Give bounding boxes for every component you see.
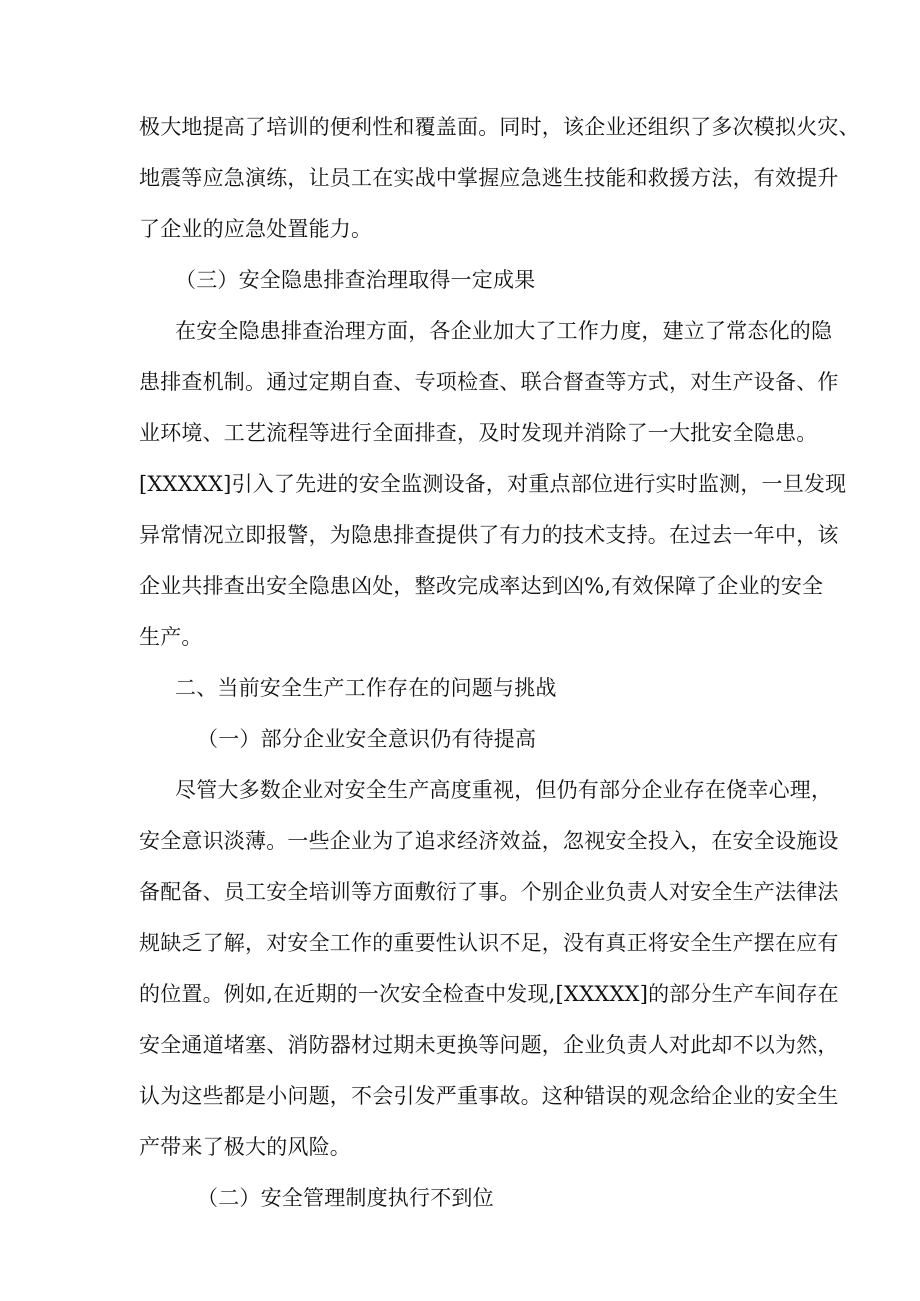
paragraph-line: [XXXXX]引入了先进的安全监测设备，对重点部位进行实时监测，一旦发现 <box>139 472 847 496</box>
paragraph-line: 产带来了极大的风险。 <box>139 1135 351 1159</box>
paragraph-line: 认为这些都是小问题，不会引发严重事故。这种错误的观念给企业的安全生 <box>139 1084 839 1108</box>
section-heading: （二）安全管理制度执行不到位 <box>197 1186 494 1210</box>
paragraph-line: 极大地提高了培训的便利性和覆盖面。同时，该企业还组织了多次模拟火灾、 <box>139 115 860 139</box>
section-heading: （一）部分企业安全意识仍有待提高 <box>197 727 537 751</box>
section-heading: （三）安全隐患排查治理取得一定成果 <box>175 268 536 292</box>
paragraph-line: 规缺乏了解，对安全工作的重要性认识不足，没有真正将安全生产摆在应有 <box>139 931 839 955</box>
paragraph-line: 尽管大多数企业对安全生产高度重视，但仍有部分企业存在侥幸心理， <box>175 778 833 802</box>
paragraph-line: 备配备、员工安全培训等方面敷衍了事。个别企业负责人对安全生产法律法 <box>139 880 839 904</box>
paragraph-line: 业环境、工艺流程等进行全面排查，及时发现并消除了一大批安全隐患。 <box>139 421 818 445</box>
paragraph-line: 地震等应急演练，让员工在实战中掌握应急逃生技能和救援方法，有效提升 <box>139 166 839 190</box>
paragraph-line: 安全通道堵塞、消防器材过期未更换等问题，企业负责人对此却不以为然， <box>139 1033 839 1057</box>
paragraph-line: 企业共排查出安全隐患凶处，整改完成率达到凶%,有效保障了企业的安全 <box>139 574 824 598</box>
paragraph-line: 了企业的应急处置能力。 <box>139 217 373 241</box>
paragraph-line: 异常情况立即报警，为隐患排查提供了有力的技术支持。在过去一年中，该 <box>139 523 839 547</box>
chapter-heading: 二、当前安全生产工作存在的问题与挑战 <box>175 676 557 700</box>
paragraph-line: 生产。 <box>139 625 203 649</box>
paragraph-line: 安全意识淡薄。一些企业为了追求经济效益，忽视安全投入，在安全设施设 <box>139 829 839 853</box>
paragraph-line: 的位置。例如,在近期的一次安全检查中发现,[XXXXX]的部分生产车间存在 <box>139 982 839 1006</box>
paragraph-line: 患排查机制。通过定期自查、专项检查、联合督查等方式，对生产设备、作 <box>139 370 839 394</box>
paragraph-line: 在安全隐患排查治理方面，各企业加大了工作力度，建立了常态化的隐 <box>175 319 833 343</box>
